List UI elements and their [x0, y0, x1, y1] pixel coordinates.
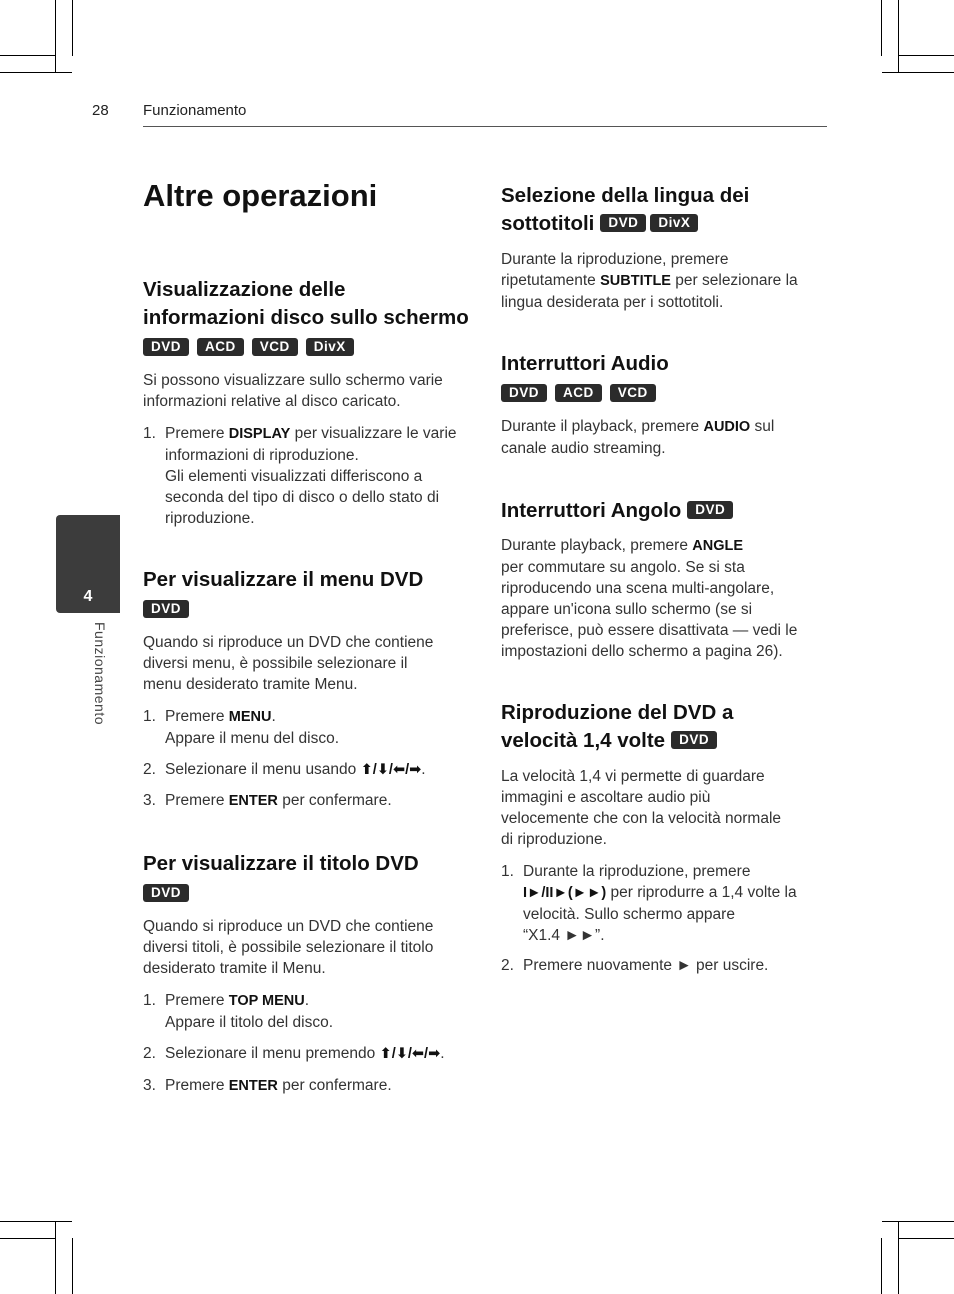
crop-mark	[882, 72, 954, 73]
text-line: seconda del tipo di disco o dello stato di	[165, 489, 440, 506]
paragraph	[501, 249, 798, 313]
disc-badge: DVD	[671, 731, 717, 749]
disc-badge: DVD	[143, 600, 189, 618]
text-line: “X1.4 ►►”.	[523, 927, 605, 944]
heading-line: velocità 1,4 volte	[501, 729, 666, 752]
section-heading	[501, 182, 749, 238]
crop-mark	[881, 0, 882, 56]
text-line: Gli elementi visualizzati differiscono a	[165, 468, 423, 485]
list-number: 2.	[143, 1045, 156, 1062]
crop-mark	[881, 1238, 882, 1294]
text-line: immagini e ascoltare audio più	[501, 789, 711, 806]
section-heading: Per visualizzare il titolo DVD	[143, 852, 419, 875]
heading-line: sottotitoli	[501, 212, 595, 235]
chapter-label: Funzionamento	[92, 622, 108, 726]
text-run: .	[271, 708, 276, 725]
crop-mark	[72, 1238, 73, 1294]
text-run: per selezionare la	[670, 272, 798, 289]
section-heading	[143, 276, 469, 332]
crop-mark	[882, 1221, 954, 1222]
text-run: per confermare.	[277, 792, 392, 809]
heading-line: Visualizzazione delle	[143, 278, 346, 301]
list-text: Premere nuovamente ► per uscire.	[523, 957, 769, 974]
section-heading: Interruttori Audio	[501, 352, 669, 375]
section-heading	[501, 699, 733, 755]
page-title: Altre operazioni	[143, 178, 378, 213]
text-line: riproduzione.	[165, 510, 255, 527]
list-item	[501, 861, 829, 947]
text-run: .	[421, 761, 426, 778]
text-run: .	[440, 1045, 445, 1062]
list-text	[523, 861, 797, 946]
text-line: Si possono visualizzare sullo schermo varie	[143, 372, 443, 389]
text-line: informazioni relative al disco caricato.	[143, 393, 401, 410]
key-label: TOP MENU	[228, 993, 305, 1009]
text-run: ripetutamente	[501, 272, 601, 289]
text-line: diversi menu, è possibile selezionare il	[143, 655, 408, 672]
key-label: AUDIO	[703, 419, 751, 435]
list-text	[165, 759, 426, 781]
text-run: per visualizzare le varie	[290, 425, 457, 442]
disc-badge: DVD	[143, 338, 189, 356]
text-line: informazioni di riproduzione.	[165, 447, 359, 464]
paragraph	[501, 535, 797, 662]
list-number: 3.	[143, 792, 156, 809]
text-line: di riproduzione.	[501, 831, 607, 848]
arrow-icons: ⬆/⬇/⬅/➡	[360, 762, 422, 778]
text-run: Premere	[165, 708, 229, 725]
disc-badges	[143, 600, 189, 618]
disc-badge: ACD	[555, 384, 602, 402]
text-run: Durante il playback, premere	[501, 418, 704, 435]
heading-line: Selezione della lingua dei	[501, 184, 750, 207]
paragraph	[143, 916, 433, 979]
paragraph	[501, 766, 781, 850]
list-item	[501, 955, 829, 977]
text-line: desiderato tramite il Menu.	[143, 960, 326, 977]
list-item	[143, 1075, 473, 1097]
key-label: MENU	[228, 709, 272, 725]
disc-badge: DivX	[650, 214, 698, 232]
text-run: sul	[750, 418, 775, 435]
section-heading	[501, 497, 733, 525]
text-run: per confermare.	[277, 1077, 392, 1094]
list-text	[165, 990, 333, 1033]
list-text	[165, 423, 457, 529]
list-number: 2.	[143, 761, 156, 778]
disc-badge: DivX	[306, 338, 354, 356]
list-number: 2.	[501, 957, 514, 974]
text-line: Appare il menu del disco.	[165, 730, 340, 747]
heading-line: Interruttori Angolo	[501, 499, 682, 522]
disc-badges	[143, 884, 189, 902]
list-text	[165, 706, 339, 749]
list-item	[143, 790, 473, 812]
key-label: I►/II►(►►)	[523, 885, 607, 901]
list-item	[143, 706, 473, 750]
key-label: ANGLE	[692, 538, 744, 554]
list-item	[143, 990, 473, 1034]
crop-mark	[72, 0, 73, 56]
disc-badge: VCD	[252, 338, 298, 356]
crop-mark	[55, 1222, 56, 1294]
running-header: Funzionamento	[143, 102, 247, 119]
text-run: Selezionare il menu usando	[165, 761, 361, 778]
list-item	[143, 423, 473, 533]
crop-mark	[898, 1238, 954, 1239]
disc-badges	[501, 384, 656, 402]
text-line: Quando si riproduce un DVD che contiene	[143, 634, 434, 651]
heading-line: Riproduzione del DVD a	[501, 701, 734, 724]
text-run: Durante playback, premere	[501, 537, 693, 554]
list-text	[165, 790, 392, 812]
disc-badge: DVD	[687, 501, 733, 519]
text-run: Selezionare il menu premendo	[165, 1045, 380, 1062]
disc-badge: DVD	[501, 384, 547, 402]
key-label: SUBTITLE	[600, 273, 671, 289]
text-line: impostazioni dello schermo a pagina 26).	[501, 643, 783, 660]
text-line: riproducendo una scena multi-angolare,	[501, 580, 775, 597]
text-line: La velocità 1,4 vi permette di guardare	[501, 768, 765, 785]
key-label: ENTER	[228, 1078, 278, 1094]
disc-badge: VCD	[610, 384, 656, 402]
text-line: appare un'icona sullo schermo (se si	[501, 601, 753, 618]
text-line: per commutare su angolo. Se si sta	[501, 559, 745, 576]
arrow-icons: ⬆/⬇/⬅/➡	[379, 1046, 441, 1062]
paragraph	[143, 632, 433, 695]
text-line: canale audio streaming.	[501, 440, 666, 457]
crop-mark	[0, 1238, 56, 1239]
list-item	[143, 1043, 473, 1065]
text-run: .	[304, 992, 310, 1009]
text-run: Premere	[165, 1077, 229, 1094]
list-number: 1.	[501, 863, 514, 880]
list-number: 1.	[143, 992, 156, 1009]
list-text	[165, 1075, 392, 1097]
disc-badge: DVD	[143, 884, 189, 902]
list-number: 1.	[143, 425, 156, 442]
crop-mark	[0, 1221, 72, 1222]
key-label: ENTER	[228, 793, 278, 809]
crop-mark	[898, 55, 954, 56]
text-run: Premere	[165, 792, 229, 809]
list-item	[143, 759, 473, 781]
text-line: preferisce, può essere disattivata — vedi le	[501, 622, 798, 639]
list-text	[165, 1043, 445, 1065]
text-line: velocemente che con la velocità normale	[501, 810, 782, 827]
paragraph	[501, 416, 774, 459]
text-line: Appare il titolo del disco.	[165, 1014, 334, 1031]
text-line: diversi titoli, è possibile selezionare il titolo	[143, 939, 434, 956]
paragraph	[143, 370, 443, 412]
disc-badge: DVD	[600, 214, 646, 232]
crop-mark	[898, 1222, 899, 1294]
section-heading: Per visualizzare il menu DVD	[143, 568, 424, 591]
text-line: Quando si riproduce un DVD che contiene	[143, 918, 434, 935]
text-line: Durante la riproduzione, premere	[523, 863, 751, 880]
heading-line: informazioni disco sullo schermo	[143, 306, 469, 329]
text-run: Premere	[165, 425, 229, 442]
text-run: Premere	[165, 992, 229, 1009]
list-number: 3.	[143, 1077, 156, 1094]
disc-badges	[143, 338, 354, 356]
text-line: lingua desiderata per i sottotitoli.	[501, 294, 724, 311]
text-line: Durante la riproduzione, premere	[501, 251, 729, 268]
header-rule	[143, 126, 827, 127]
crop-mark	[0, 72, 72, 73]
text-line: velocità. Sullo schermo appare	[523, 906, 735, 923]
crop-mark	[898, 0, 899, 72]
chapter-number: 4	[83, 588, 93, 605]
list-number: 1.	[143, 708, 156, 725]
disc-badge: ACD	[197, 338, 244, 356]
page-number: 28	[92, 102, 109, 119]
text-line: menu desiderato tramite Menu.	[143, 676, 358, 693]
key-label: DISPLAY	[228, 426, 291, 442]
crop-mark	[55, 0, 56, 72]
crop-mark	[0, 55, 56, 56]
text-run: per riprodurre a 1,4 volte la	[606, 884, 797, 901]
